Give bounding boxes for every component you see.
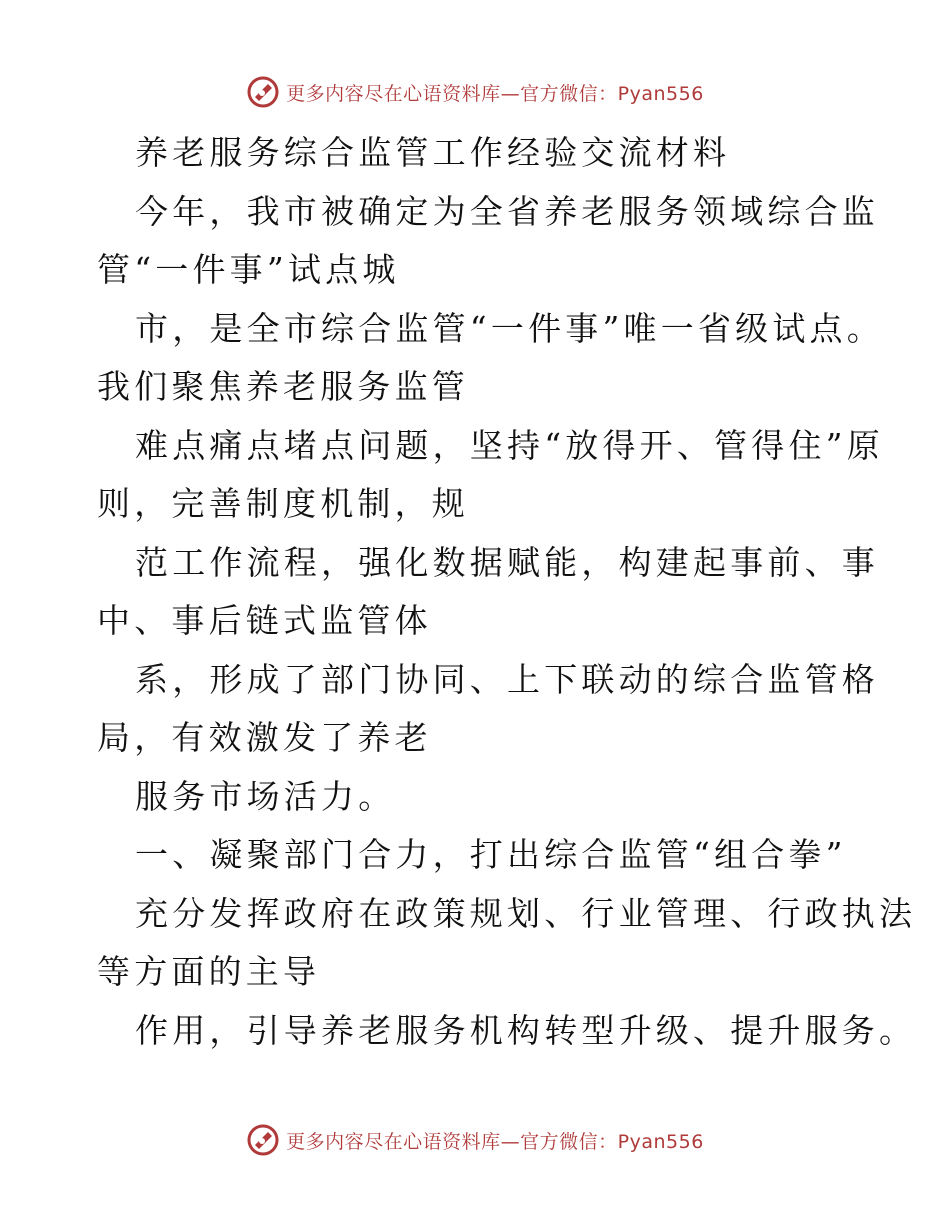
watermark-text: 更多内容尽在心语资料库—官方微信：Pyan556 bbox=[286, 1130, 704, 1153]
text-line: 一、凝聚部门合力，打出综合监管“组合拳” bbox=[135, 835, 847, 874]
text-line: 服务市场活力。 bbox=[135, 776, 396, 816]
footer-watermark-banner bbox=[0, 1120, 950, 1160]
text-line: 等方面的主导 bbox=[97, 952, 321, 991]
text-line: 系，形成了部门协同、上下联动的综合监管格 bbox=[135, 659, 879, 699]
text-line: 我们聚焦养老服务监管 bbox=[97, 367, 469, 406]
watermark-text: 更多内容尽在心语资料库—官方微信：Pyan556 bbox=[286, 82, 704, 105]
text-line: 管“一件事”试点城 bbox=[97, 250, 400, 289]
pen-logo-icon bbox=[246, 75, 280, 109]
text-line: 充分发挥政府在政策规划、行业管理、行政执法 bbox=[135, 893, 917, 933]
text-line: 难点痛点堵点问题，坚持“放得开、管得住”原 bbox=[135, 425, 884, 465]
document-body bbox=[97, 124, 917, 1060]
header-watermark-banner bbox=[0, 72, 950, 112]
text-line: 市，是全市综合监管“一件事”唯一省级试点。 bbox=[135, 308, 884, 348]
text-line: 局，有效激发了养老 bbox=[97, 718, 432, 757]
text-line: 养老服务综合监管工作经验交流材料 bbox=[135, 133, 731, 172]
text-line: 今年，我市被确定为全省养老服务领域综合监 bbox=[135, 191, 879, 231]
text-line: 中、事后链式监管体 bbox=[97, 601, 432, 640]
text-line: 则，完善制度机制，规 bbox=[97, 484, 469, 523]
pen-logo-icon bbox=[246, 1123, 280, 1157]
text-line: 范工作流程，强化数据赋能，构建起事前、事 bbox=[135, 542, 879, 582]
text-line: 作用，引导养老服务机构转型升级、提升服务。 bbox=[135, 1010, 917, 1050]
